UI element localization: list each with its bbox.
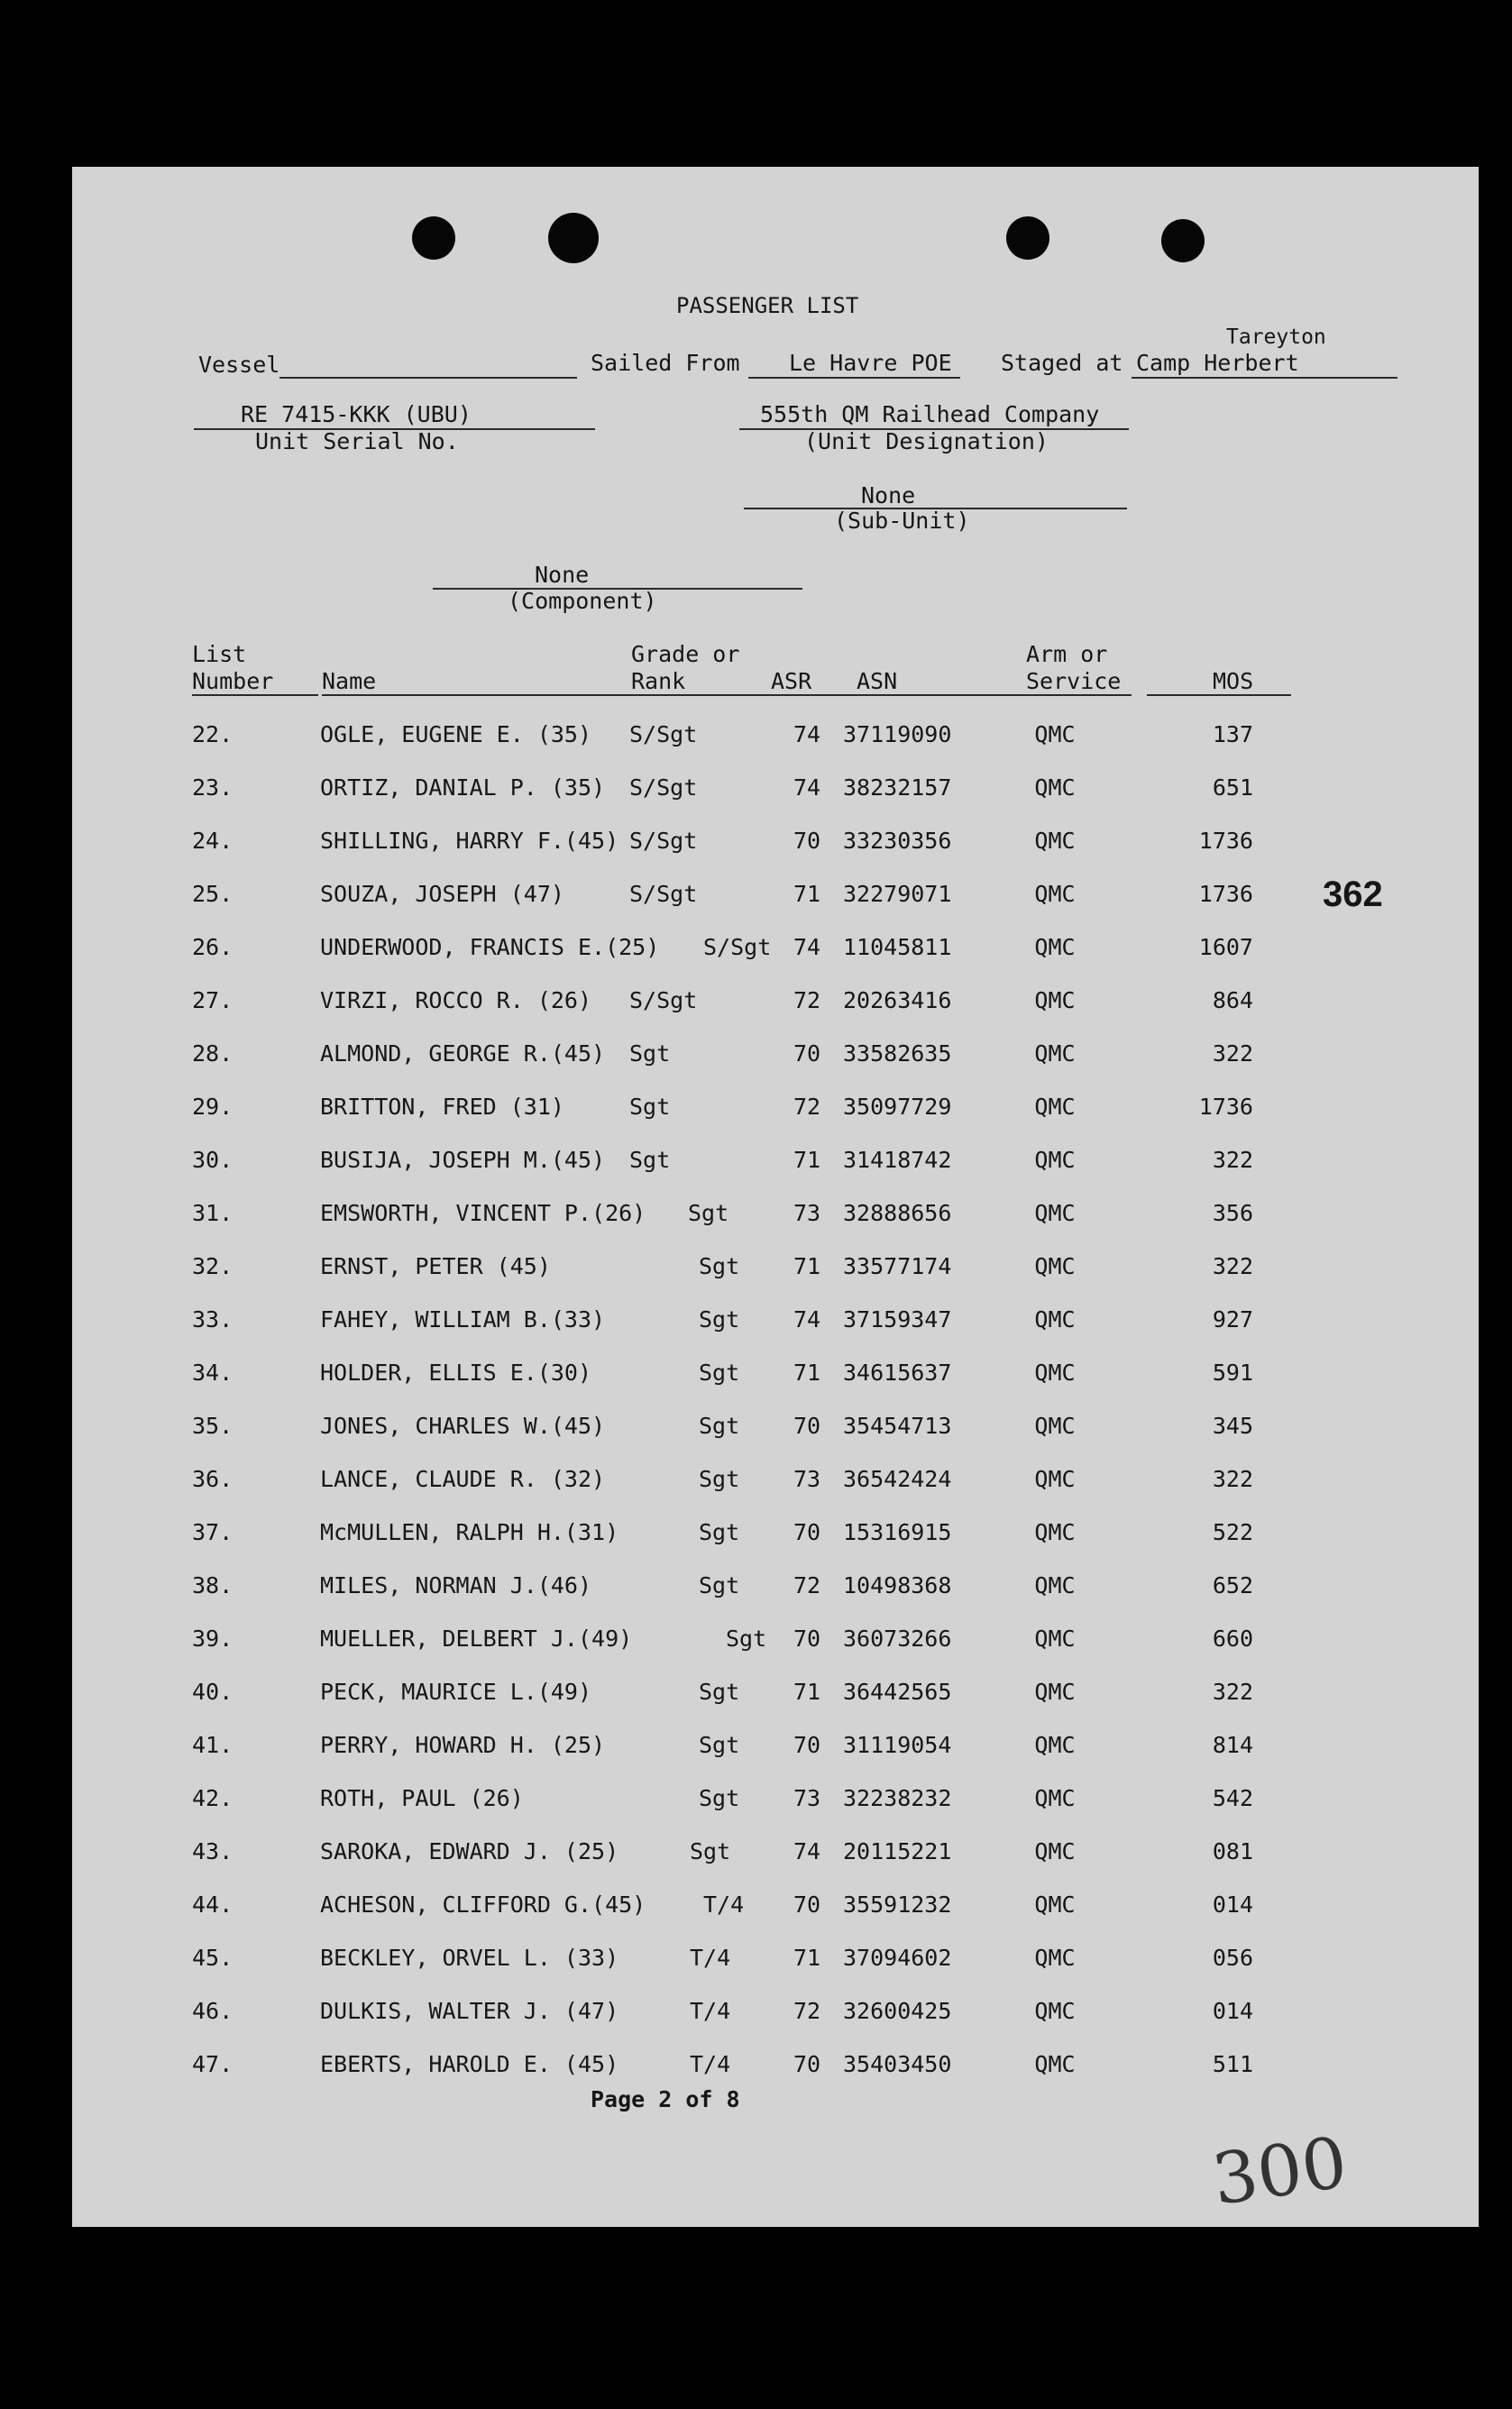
list-number-cell: 28.	[192, 1040, 234, 1067]
mos-cell: 1736	[1198, 828, 1253, 854]
asr-cell: 74	[793, 1306, 821, 1333]
name-cell: EMSWORTH, VINCENT P.(26)	[320, 1200, 646, 1226]
asn-cell: 33582635	[843, 1040, 952, 1067]
staged-at-label: Staged at	[1001, 350, 1123, 376]
name-cell: HOLDER, ELLIS E.(30)	[320, 1360, 592, 1386]
asr-cell: 71	[793, 1945, 821, 1971]
col-header-rank: Rank	[631, 668, 686, 694]
unit-designation-label: (Unit Designation)	[804, 428, 1049, 454]
arm-service-cell: QMC	[1034, 1519, 1076, 1545]
grade-cell: Sgt	[699, 1466, 740, 1492]
list-number-cell: 25.	[192, 881, 234, 907]
name-cell: EBERTS, HAROLD E. (45)	[320, 2051, 619, 2077]
table-row	[72, 1840, 1479, 1876]
mos-cell: 1736	[1198, 881, 1253, 907]
grade-cell: T/4	[690, 1998, 731, 2024]
unit-serial-label: Unit Serial No.	[255, 428, 459, 454]
sailed-from-value: Le Havre POE	[789, 350, 952, 376]
col-header-asr: ASR	[771, 668, 812, 694]
asn-cell: 35097729	[843, 1094, 952, 1120]
table-row	[72, 883, 1479, 919]
name-cell: SOUZA, JOSEPH (47)	[320, 881, 564, 907]
asr-cell: 72	[793, 1998, 821, 2024]
list-number-cell: 35.	[192, 1413, 234, 1439]
asn-cell: 35591232	[843, 1891, 952, 1918]
mos-cell: 345	[1212, 1413, 1253, 1439]
table-row	[72, 1202, 1479, 1238]
col-header-list: List	[192, 641, 247, 667]
asr-cell: 71	[793, 1253, 821, 1279]
arm-service-cell: QMC	[1034, 934, 1076, 960]
asr-cell: 70	[793, 1626, 821, 1652]
punch-hole	[548, 213, 599, 263]
list-number-cell: 26.	[192, 934, 234, 960]
mos-cell: 322	[1212, 1040, 1253, 1067]
name-cell: LANCE, CLAUDE R. (32)	[320, 1466, 606, 1492]
arm-service-cell: QMC	[1034, 1732, 1076, 1758]
grade-cell: Sgt	[726, 1626, 767, 1652]
asn-cell: 32238232	[843, 1785, 952, 1811]
vessel-label: Vessel	[198, 352, 280, 378]
name-cell: BRITTON, FRED (31)	[320, 1094, 564, 1120]
list-number-cell: 46.	[192, 1998, 234, 2024]
asn-cell: 20263416	[843, 987, 952, 1013]
asr-cell: 70	[793, 1413, 821, 1439]
arm-service-cell: QMC	[1034, 1998, 1076, 2024]
staged-at-value: Camp Herbert	[1136, 350, 1299, 376]
sub-unit-value: None	[861, 482, 916, 508]
list-number-cell: 39.	[192, 1626, 234, 1652]
grade-cell: Sgt	[699, 1732, 740, 1758]
list-number-cell: 23.	[192, 774, 234, 801]
asr-cell: 72	[793, 1094, 821, 1120]
asr-cell: 72	[793, 1572, 821, 1598]
asn-cell: 32888656	[843, 1200, 952, 1226]
asn-cell: 33230356	[843, 828, 952, 854]
asr-cell: 73	[793, 1200, 821, 1226]
arm-service-cell: QMC	[1034, 1147, 1076, 1173]
unit-designation-value: 555th QM Railhead Company	[760, 401, 1100, 427]
sailed-from-underline	[748, 377, 960, 379]
arm-service-cell: QMC	[1034, 1945, 1076, 1971]
arm-service-cell: QMC	[1034, 1094, 1076, 1120]
staged-at-underline	[1132, 377, 1397, 379]
asn-cell: 32600425	[843, 1998, 952, 2024]
list-number-cell: 42.	[192, 1785, 234, 1811]
asr-cell: 74	[793, 774, 821, 801]
list-number-cell: 40.	[192, 1679, 234, 1705]
arm-service-cell: QMC	[1034, 774, 1076, 801]
grade-cell: Sgt	[699, 1519, 740, 1545]
asr-cell: 73	[793, 1466, 821, 1492]
list-number-cell: 33.	[192, 1306, 234, 1333]
asr-cell: 71	[793, 1679, 821, 1705]
asn-cell: 33577174	[843, 1253, 952, 1279]
header-underline	[1147, 694, 1291, 696]
mos-cell: 864	[1212, 987, 1253, 1013]
name-cell: PERRY, HOWARD H. (25)	[320, 1732, 606, 1758]
punch-hole	[412, 216, 455, 260]
arm-service-cell: QMC	[1034, 1413, 1076, 1439]
table-row	[72, 2000, 1479, 2036]
table-row	[72, 1681, 1479, 1717]
table-row	[72, 989, 1479, 1025]
asn-cell: 35403450	[843, 2051, 952, 2077]
grade-cell: Sgt	[699, 1679, 740, 1705]
list-number-cell: 45.	[192, 1945, 234, 1971]
list-number-cell: 36.	[192, 1466, 234, 1492]
col-header-name: Name	[322, 668, 377, 694]
list-number-cell: 37.	[192, 1519, 234, 1545]
staged-at-annotation: Tareyton	[1226, 325, 1326, 349]
arm-service-cell: QMC	[1034, 1040, 1076, 1067]
list-number-cell: 24.	[192, 828, 234, 854]
arm-service-cell: QMC	[1034, 1679, 1076, 1705]
list-number-cell: 43.	[192, 1838, 234, 1864]
list-number-cell: 30.	[192, 1147, 234, 1173]
name-cell: MILES, NORMAN J.(46)	[320, 1572, 592, 1598]
asn-cell: 35454713	[843, 1413, 952, 1439]
grade-cell: Sgt	[699, 1785, 740, 1811]
grade-cell: T/4	[703, 1891, 745, 1918]
asr-cell: 70	[793, 1891, 821, 1918]
asn-cell: 10498368	[843, 1572, 952, 1598]
stamp-number: 362	[1323, 875, 1383, 914]
vessel-underline	[279, 377, 577, 379]
grade-cell: Sgt	[629, 1147, 671, 1173]
asn-cell: 37119090	[843, 721, 952, 747]
table-row	[72, 936, 1479, 972]
table-row	[72, 1627, 1479, 1663]
table-row	[72, 1893, 1479, 1929]
mos-cell: 522	[1212, 1519, 1253, 1545]
table-row	[72, 1574, 1479, 1610]
component-label: (Component)	[508, 588, 657, 614]
table-row	[72, 1095, 1479, 1131]
arm-service-cell: QMC	[1034, 881, 1076, 907]
mos-cell: 511	[1212, 2051, 1253, 2077]
table-row	[72, 829, 1479, 866]
table-row	[72, 1521, 1479, 1557]
asr-cell: 74	[793, 934, 821, 960]
asn-cell: 11045811	[843, 934, 952, 960]
grade-cell: Sgt	[699, 1360, 740, 1386]
list-number-cell: 34.	[192, 1360, 234, 1386]
asn-cell: 36442565	[843, 1679, 952, 1705]
mos-cell: 927	[1212, 1306, 1253, 1333]
arm-service-cell: QMC	[1034, 2051, 1076, 2077]
arm-service-cell: QMC	[1034, 1360, 1076, 1386]
mos-cell: 322	[1212, 1147, 1253, 1173]
page-footer: Page 2 of 8	[591, 2086, 740, 2112]
table-row	[72, 1415, 1479, 1451]
document-page	[72, 167, 1479, 2227]
name-cell: PECK, MAURICE L.(49)	[320, 1679, 592, 1705]
table-row	[72, 1255, 1479, 1291]
name-cell: OGLE, EUGENE E. (35)	[320, 721, 592, 747]
asr-cell: 71	[793, 1360, 821, 1386]
table-row	[72, 1361, 1479, 1397]
grade-cell: T/4	[690, 1945, 731, 1971]
grade-cell: S/Sgt	[629, 881, 698, 907]
header-underline	[192, 694, 318, 696]
name-cell: BECKLEY, ORVEL L. (33)	[320, 1945, 619, 1971]
asr-cell: 70	[793, 828, 821, 854]
name-cell: BUSIJA, JOSEPH M.(45)	[320, 1147, 606, 1173]
grade-cell: Sgt	[629, 1040, 671, 1067]
arm-service-cell: QMC	[1034, 1572, 1076, 1598]
name-cell: UNDERWOOD, FRANCIS E.(25)	[320, 934, 660, 960]
asr-cell: 70	[793, 1519, 821, 1545]
grade-cell: Sgt	[699, 1253, 740, 1279]
col-header-mos: MOS	[1213, 668, 1254, 694]
arm-service-cell: QMC	[1034, 1466, 1076, 1492]
grade-cell: S/Sgt	[629, 987, 698, 1013]
arm-service-cell: QMC	[1034, 828, 1076, 854]
arm-service-cell: QMC	[1034, 1200, 1076, 1226]
grade-cell: S/Sgt	[629, 774, 698, 801]
grade-cell: Sgt	[699, 1306, 740, 1333]
table-row	[72, 2053, 1479, 2089]
mos-cell: 1607	[1198, 934, 1253, 960]
arm-service-cell: QMC	[1034, 1838, 1076, 1864]
name-cell: McMULLEN, RALPH H.(31)	[320, 1519, 619, 1545]
list-number-cell: 29.	[192, 1094, 234, 1120]
list-number-cell: 44.	[192, 1891, 234, 1918]
asn-cell: 31418742	[843, 1147, 952, 1173]
document-title: PASSENGER LIST	[676, 293, 859, 318]
name-cell: SAROKA, EDWARD J. (25)	[320, 1838, 619, 1864]
mos-cell: 014	[1212, 1891, 1253, 1918]
arm-service-cell: QMC	[1034, 1253, 1076, 1279]
col-header-number: Number	[192, 668, 274, 694]
mos-cell: 652	[1212, 1572, 1253, 1598]
list-number-cell: 41.	[192, 1732, 234, 1758]
list-number-cell: 27.	[192, 987, 234, 1013]
asr-cell: 71	[793, 1147, 821, 1173]
name-cell: FAHEY, WILLIAM B.(33)	[320, 1306, 606, 1333]
col-header-service: Service	[1026, 668, 1122, 694]
mos-cell: 542	[1212, 1785, 1253, 1811]
name-cell: MUELLER, DELBERT J.(49)	[320, 1626, 633, 1652]
table-row	[72, 1946, 1479, 1983]
arm-service-cell: QMC	[1034, 1306, 1076, 1333]
mos-cell: 081	[1212, 1838, 1253, 1864]
mos-cell: 056	[1212, 1945, 1253, 1971]
punch-hole	[1161, 219, 1205, 262]
grade-cell: Sgt	[690, 1838, 731, 1864]
col-header-arm: Arm or	[1026, 641, 1108, 667]
name-cell: ACHESON, CLIFFORD G.(45)	[320, 1891, 646, 1918]
component-value: None	[535, 562, 590, 588]
mos-cell: 322	[1212, 1679, 1253, 1705]
asr-cell: 74	[793, 721, 821, 747]
table-row	[72, 723, 1479, 759]
table-row	[72, 1468, 1479, 1504]
col-header-grade: Grade or	[631, 641, 740, 667]
list-number-cell: 38.	[192, 1572, 234, 1598]
asn-cell: 37094602	[843, 1945, 952, 1971]
arm-service-cell: QMC	[1034, 987, 1076, 1013]
table-row	[72, 1787, 1479, 1823]
table-row	[72, 1042, 1479, 1078]
mos-cell: 137	[1212, 721, 1253, 747]
handwritten-number: 300	[1207, 2122, 1352, 2221]
punch-hole	[1006, 216, 1049, 260]
mos-cell: 814	[1212, 1732, 1253, 1758]
asn-cell: 36542424	[843, 1466, 952, 1492]
name-cell: DULKIS, WALTER J. (47)	[320, 1998, 619, 2024]
name-cell: JONES, CHARLES W.(45)	[320, 1413, 606, 1439]
mos-cell: 651	[1212, 774, 1253, 801]
sub-unit-label: (Sub-Unit)	[834, 508, 970, 534]
grade-cell: Sgt	[688, 1200, 729, 1226]
mos-cell: 356	[1212, 1200, 1253, 1226]
name-cell: VIRZI, ROCCO R. (26)	[320, 987, 592, 1013]
arm-service-cell: QMC	[1034, 1626, 1076, 1652]
name-cell: ROTH, PAUL (26)	[320, 1785, 524, 1811]
sailed-from-label: Sailed From	[591, 350, 740, 376]
asr-cell: 70	[793, 1732, 821, 1758]
grade-cell: Sgt	[699, 1572, 740, 1598]
asr-cell: 73	[793, 1785, 821, 1811]
asn-cell: 15316915	[843, 1519, 952, 1545]
name-cell: ORTIZ, DANIAL P. (35)	[320, 774, 606, 801]
arm-service-cell: QMC	[1034, 1785, 1076, 1811]
mos-cell: 1736	[1198, 1094, 1253, 1120]
table-row	[72, 1308, 1479, 1344]
unit-serial-value: RE 7415-KKK (UBU)	[241, 401, 472, 427]
header-underline	[1026, 694, 1132, 696]
asn-cell: 36073266	[843, 1626, 952, 1652]
grade-cell: S/Sgt	[703, 934, 772, 960]
asn-cell: 37159347	[843, 1306, 952, 1333]
mos-cell: 014	[1212, 1998, 1253, 2024]
list-number-cell: 47.	[192, 2051, 234, 2077]
asn-cell: 38232157	[843, 774, 952, 801]
grade-cell: T/4	[690, 2051, 731, 2077]
header-underline	[322, 694, 1043, 696]
name-cell: SHILLING, HARRY F.(45)	[320, 828, 619, 854]
mos-cell: 660	[1212, 1626, 1253, 1652]
asr-cell: 74	[793, 1838, 821, 1864]
col-header-asn: ASN	[857, 668, 898, 694]
asr-cell: 70	[793, 1040, 821, 1067]
asr-cell: 70	[793, 2051, 821, 2077]
mos-cell: 591	[1212, 1360, 1253, 1386]
arm-service-cell: QMC	[1034, 721, 1076, 747]
list-number-cell: 32.	[192, 1253, 234, 1279]
name-cell: ALMOND, GEORGE R.(45)	[320, 1040, 606, 1067]
grade-cell: Sgt	[699, 1413, 740, 1439]
asn-cell: 34615637	[843, 1360, 952, 1386]
asn-cell: 31119054	[843, 1732, 952, 1758]
table-row	[72, 1149, 1479, 1185]
table-row	[72, 776, 1479, 812]
mos-cell: 322	[1212, 1253, 1253, 1279]
mos-cell: 322	[1212, 1466, 1253, 1492]
arm-service-cell: QMC	[1034, 1891, 1076, 1918]
asn-cell: 20115221	[843, 1838, 952, 1864]
name-cell: ERNST, PETER (45)	[320, 1253, 551, 1279]
table-row	[72, 1734, 1479, 1770]
grade-cell: Sgt	[629, 1094, 671, 1120]
grade-cell: S/Sgt	[629, 721, 698, 747]
asr-cell: 71	[793, 881, 821, 907]
list-number-cell: 22.	[192, 721, 234, 747]
asn-cell: 32279071	[843, 881, 952, 907]
grade-cell: S/Sgt	[629, 828, 698, 854]
asr-cell: 72	[793, 987, 821, 1013]
list-number-cell: 31.	[192, 1200, 234, 1226]
